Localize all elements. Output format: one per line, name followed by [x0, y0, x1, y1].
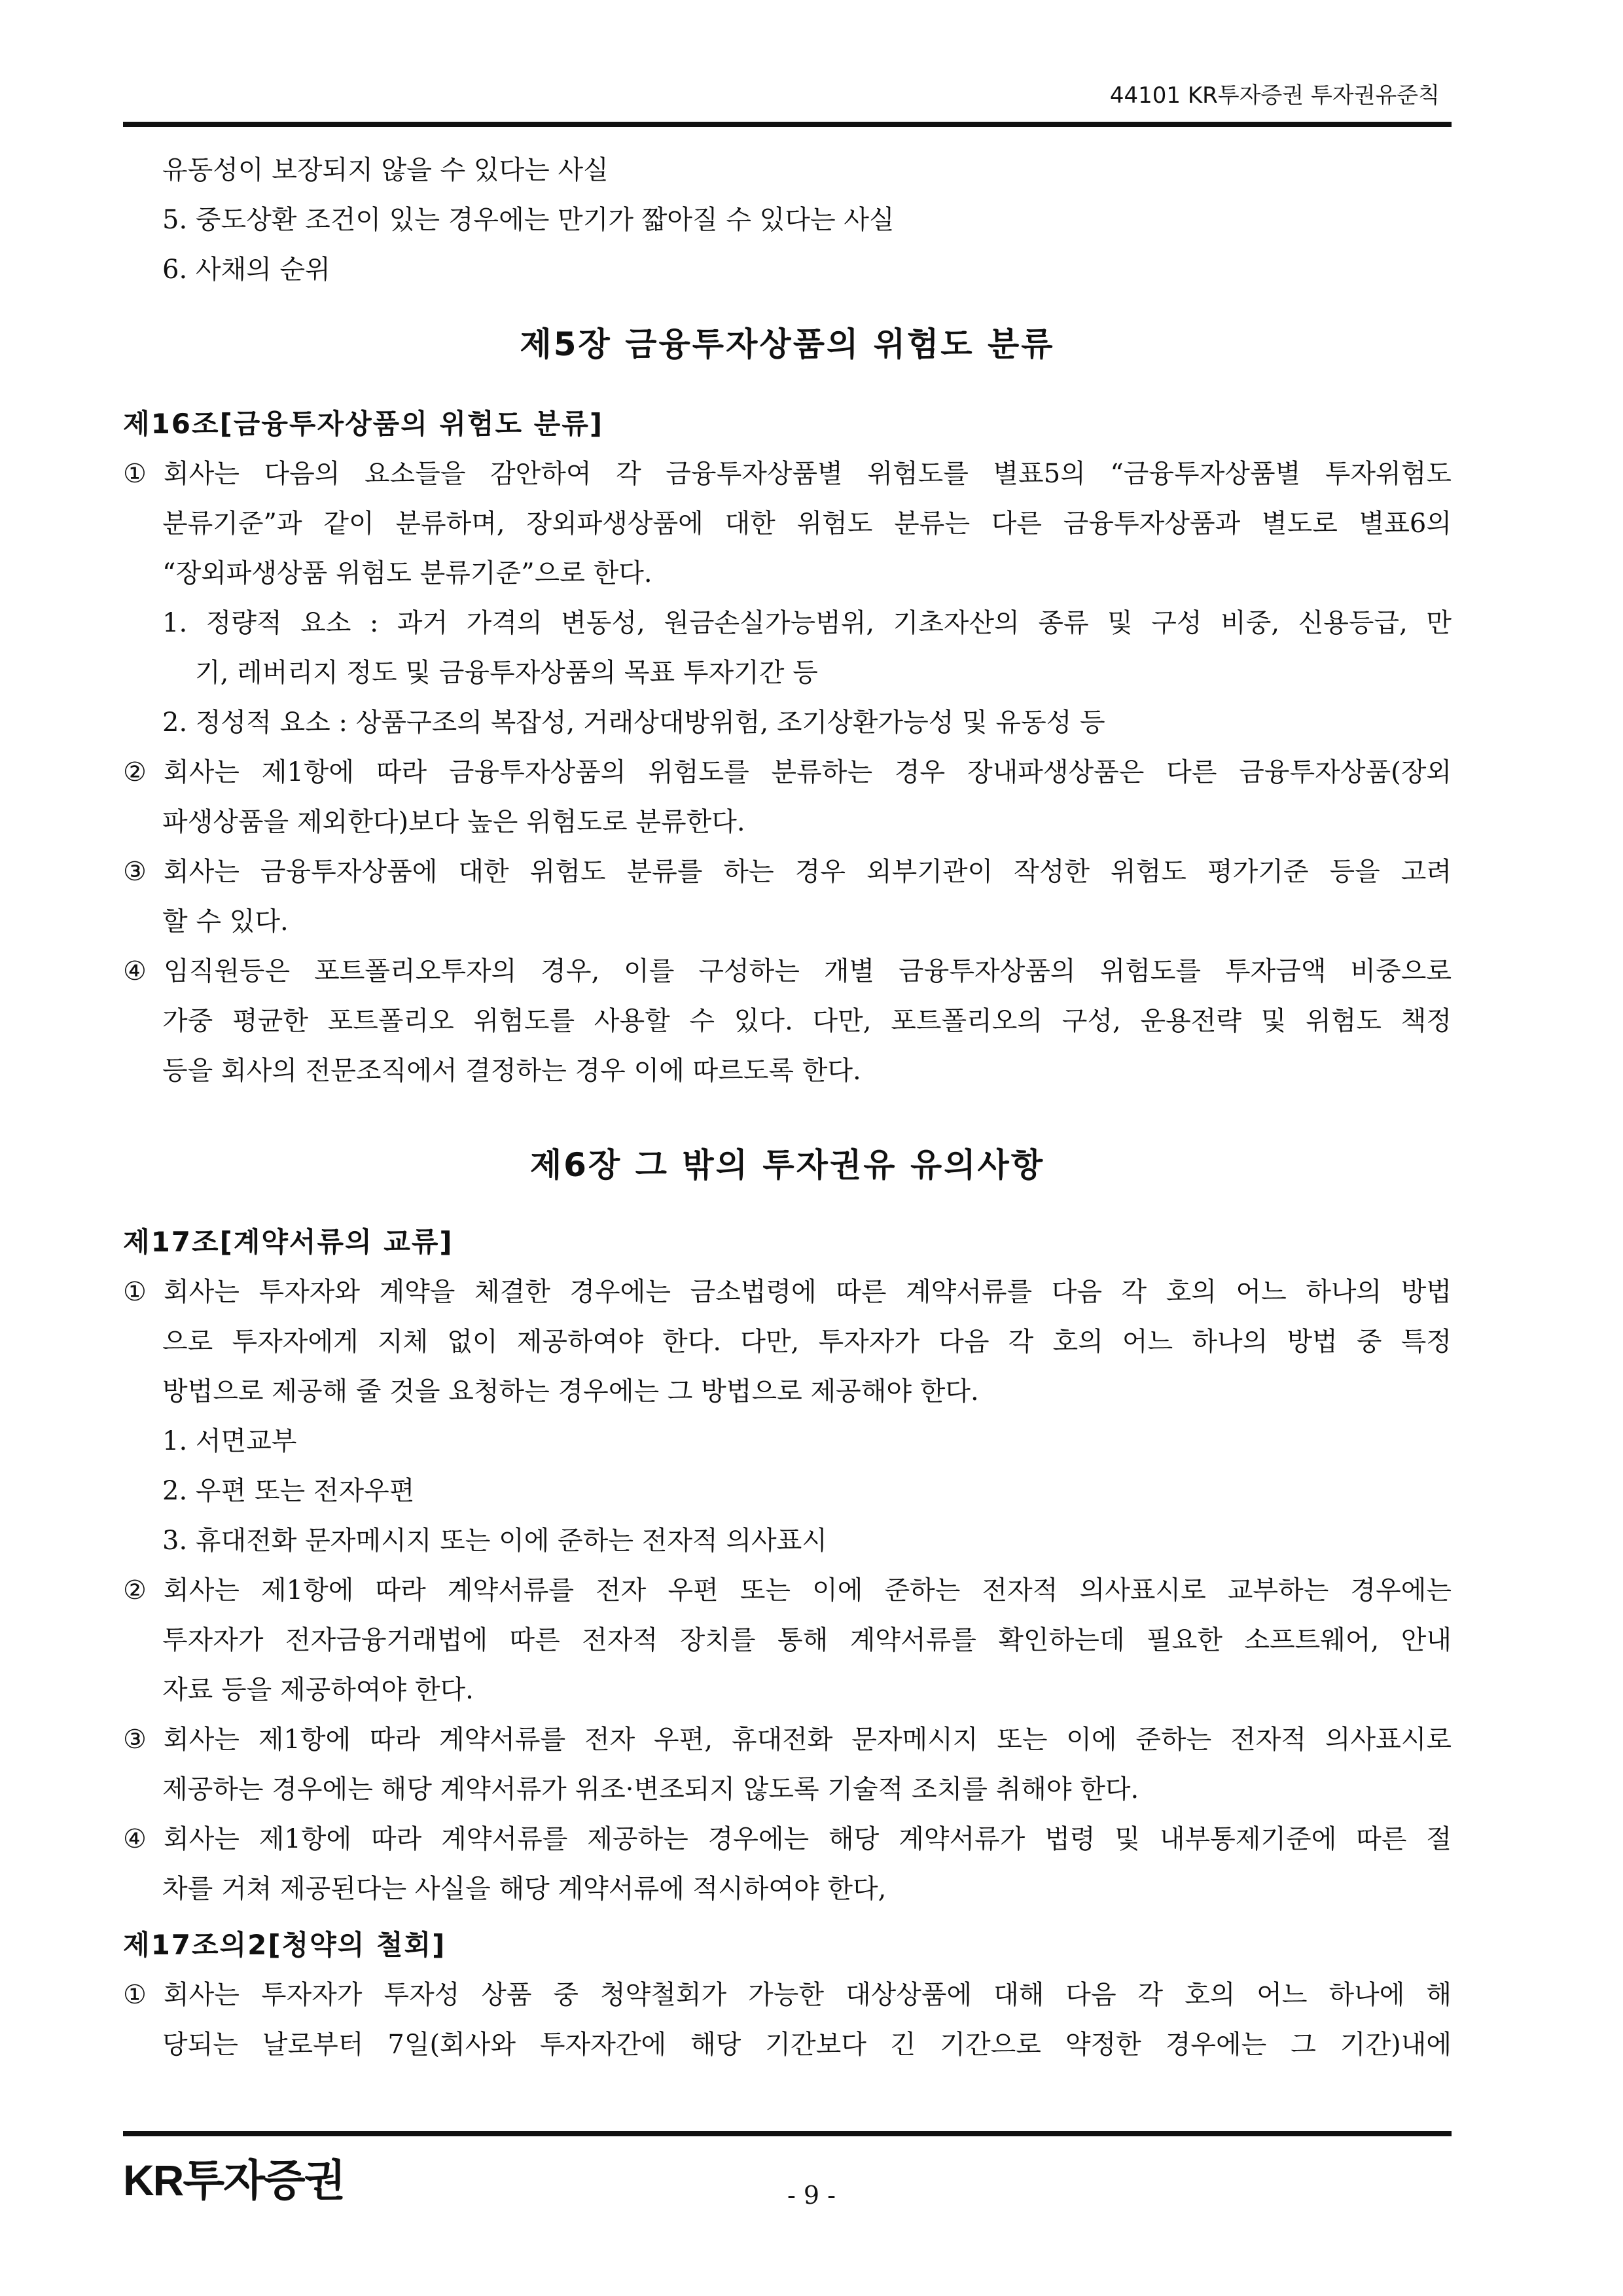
list-item: 기, 레버리지 정도 및 금융투자상품의 목표 투자기간 등: [195, 658, 818, 688]
paragraph-marker: ①: [123, 1980, 147, 2010]
paragraph-text: 회사는 투자자가 투자성 상품 중 청약철회가 가능한 대상상품에 대해 다음 각 호의 어느 하나에 해: [164, 1980, 1452, 2010]
paragraph-line: [123, 1267, 1452, 1317]
article-title: 제17조의2[청약의 철회]: [123, 1929, 446, 1961]
paragraph-text: 회사는 제1항에 따라 금융투자상품의 위험도를 분류하는 경우 장내파생상품은 다른 금융투자상품(장외: [164, 757, 1452, 787]
paragraph-marker: ③: [123, 1725, 147, 1755]
paragraph-marker: ④: [123, 1824, 147, 1854]
paragraph-marker: ②: [123, 1575, 147, 1605]
chapter-title: 제5장 금융투자상품의 위험도 분류: [520, 325, 1055, 363]
list-item: 2. 우편 또는 전자우편: [162, 1476, 415, 1506]
paragraph-line: 할 수 있다.: [162, 906, 289, 937]
paragraph-line: [123, 847, 1452, 897]
paragraph-line: [123, 449, 1452, 499]
page-content: [123, 145, 1452, 2070]
list-item: 2. 정성적 요소 : 상품구조의 복잡성, 거래상대방위험, 조기상환가능성 및 유동성 등: [162, 708, 1105, 738]
paragraph-marker: ①: [123, 459, 147, 489]
list-item: 1. 서면교부: [162, 1426, 297, 1456]
paragraph-line: [123, 1566, 1452, 1615]
body-line: 유동성이 보장되지 않을 수 있다는 사실: [162, 155, 609, 185]
paragraph-line: “장외파생상품 위험도 분류기준”으로 한다.: [162, 558, 652, 588]
footer-rule: [123, 2131, 1452, 2136]
paragraph-line: 투자자가 전자금융거래법에 따른 전자적 장치를 통해 계약서류를 확인하는데 필요한 소프트웨어, 안내: [162, 1625, 1452, 1655]
company-logo: KR투자증권: [123, 2156, 345, 2204]
article-title: 제17조[계약서류의 교류]: [123, 1226, 454, 1258]
paragraph-marker: ①: [123, 1277, 147, 1307]
paragraph-line: [123, 747, 1452, 797]
paragraph-line: 차를 거쳐 제공된다는 사실을 해당 계약서류에 적시하여야 한다,: [162, 1874, 887, 1904]
paragraph-text: 회사는 투자자와 계약을 체결한 경우에는 금소법령에 따른 계약서류를 다음 각 호의 어느 하나의 방법: [164, 1277, 1452, 1307]
paragraph-line: [123, 946, 1452, 996]
list-item: 6. 사채의 순위: [162, 255, 330, 285]
paragraph-marker: ②: [123, 757, 147, 787]
article-title: 제16조[금융투자상품의 위험도 분류]: [123, 408, 604, 440]
chapter-title: 제6장 그 밖의 투자권유 유의사항: [529, 1146, 1045, 1184]
page-number: - 9 -: [787, 2181, 836, 2210]
paragraph-line: 당되는 날로부터 7일(회사와 투자자간에 해당 기간보다 긴 기간으로 약정한 경우에는 그 기간)내에: [162, 2030, 1452, 2060]
paragraph-marker: ④: [123, 956, 147, 986]
paragraph-text: 회사는 제1항에 따라 계약서류를 전자 우편 또는 이에 준하는 전자적 의사표시로 교부하는 경우에는: [164, 1575, 1452, 1605]
paragraph-line: [123, 1814, 1452, 1864]
paragraph-text: 임직원등은 포트폴리오투자의 경우, 이를 구성하는 개별 금융투자상품의 위험도를 투자금액 비중으로: [164, 956, 1452, 986]
page-header: 44101 KR투자증권 투자권유준칙: [1109, 82, 1440, 109]
paragraph-line: 가중 평균한 포트폴리오 위험도를 사용할 수 있다. 다만, 포트폴리오의 구성, 운용전략 및 위험도 책정: [162, 1006, 1452, 1036]
paragraph-line: 방법으로 제공해 줄 것을 요청하는 경우에는 그 방법으로 제공해야 한다.: [162, 1376, 979, 1407]
paragraph-marker: ③: [123, 857, 147, 887]
paragraph-line: 등을 회사의 전문조직에서 결정하는 경우 이에 따르도록 한다.: [162, 1056, 861, 1086]
paragraph-line: [123, 1970, 1452, 2020]
paragraph-line: 파생상품을 제외한다)보다 높은 위험도로 분류한다.: [162, 807, 745, 837]
paragraph-text: 회사는 제1항에 따라 계약서류를 전자 우편, 휴대전화 문자메시지 또는 이에 준하는 전자적 의사표시로: [164, 1725, 1452, 1755]
paragraph-text: 회사는 제1항에 따라 계약서류를 제공하는 경우에는 해당 계약서류가 법령 및 내부통제기준에 따른 절: [164, 1824, 1452, 1854]
paragraph-line: 으로 투자자에게 지체 없이 제공하여야 한다. 다만, 투자자가 다음 각 호의 어느 하나의 방법 중 특정: [162, 1327, 1452, 1357]
header-rule: [123, 122, 1452, 127]
paragraph-line: 자료 등을 제공하여야 한다.: [162, 1675, 474, 1705]
list-item: 3. 휴대전화 문자메시지 또는 이에 준하는 전자적 의사표시: [162, 1526, 827, 1556]
list-item: 5. 중도상환 조건이 있는 경우에는 만기가 짧아질 수 있다는 사실: [162, 205, 895, 235]
paragraph-line: [123, 1715, 1452, 1765]
list-item: 1. 정량적 요소 : 과거 가격의 변동성, 원금손실가능범위, 기초자산의 종류 및 구성 비중, 신용등급, 만: [162, 608, 1452, 638]
paragraph-line: 분류기준”과 같이 분류하며, 장외파생상품에 대한 위험도 분류는 다른 금융투자상품과 별도로 별표6의: [162, 509, 1452, 539]
paragraph-line: 제공하는 경우에는 해당 계약서류가 위조·변조되지 않도록 기술적 조치를 취해야 한다.: [162, 1774, 1139, 1804]
paragraph-text: 회사는 다음의 요소들을 감안하여 각 금융투자상품별 위험도를 별표5의 “금융투자상품별 투자위험도: [164, 459, 1452, 489]
paragraph-text: 회사는 금융투자상품에 대한 위험도 분류를 하는 경우 외부기관이 작성한 위험도 평가기준 등을 고려: [164, 857, 1452, 887]
